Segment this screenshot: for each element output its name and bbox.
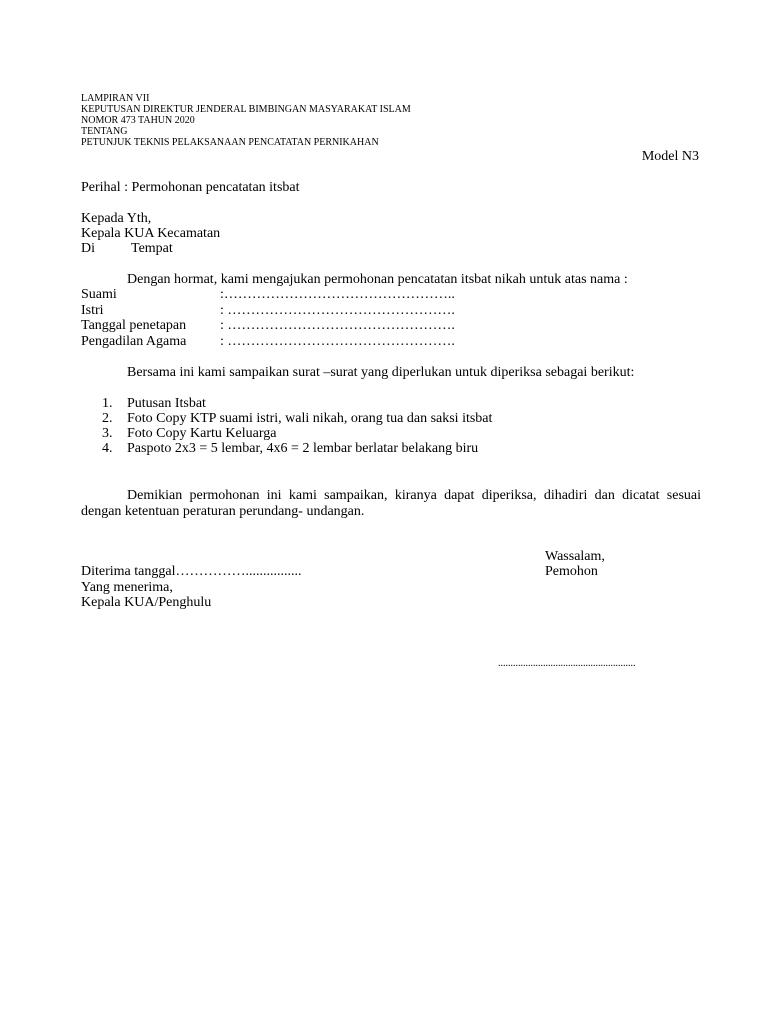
receiver-label: Yang menerima, — [81, 580, 173, 595]
model-code: Model N3 — [641, 149, 699, 164]
field-label-istri: Istri — [81, 303, 104, 318]
field-label-pengadilan-agama: Pengadilan Agama — [81, 334, 187, 349]
field-label-tanggal-penetapan: Tanggal penetapan — [81, 318, 187, 333]
decree-number: NOMOR 473 TAHUN 2020 — [81, 115, 195, 126]
list-item: Foto Copy KTP suami istri, wali nikah, orang tua dan saksi itsbat — [127, 411, 493, 426]
field-blank-tanggal-penetapan: : …………………………………………. — [220, 318, 455, 333]
decree-title: KEPUTUSAN DIREKTUR JENDERAL BIMBINGAN MASYARAKAT ISLAM — [81, 104, 411, 115]
field-blank-suami: :………………………………………….. — [220, 287, 455, 302]
appendix-label: LAMPIRAN VII — [81, 93, 150, 104]
list-item-number: 3. — [102, 426, 113, 441]
list-item: Putusan Itsbat — [127, 396, 206, 411]
closing-paragraph: Demikian permohonan ini kami sampaikan, kiranya dapat diperiksa, dihadiri dan dicatat sesuai dengan ketentuan peraturan perundang- undangan. — [81, 488, 701, 519]
receiver-title: Kepala KUA/Penghulu — [81, 595, 212, 610]
decree-about-label: TENTANG — [81, 126, 128, 137]
field-blank-istri: : …………………………………………. — [220, 303, 455, 318]
recipient-office: Kepala KUA Kecamatan — [81, 226, 221, 241]
signature-line: ....................................................... — [498, 658, 636, 669]
recipient-salutation: Kepada Yth, — [81, 211, 152, 226]
recipient-di: Di — [81, 241, 95, 256]
subject-line: Perihal : Permohonan pencatatan itsbat — [81, 180, 300, 195]
list-item-number: 2. — [102, 411, 113, 426]
opening-sentence: Dengan hormat, kami mengajukan permohonan pencatatan itsbat nikah untuk atas nama : — [127, 272, 628, 287]
applicant-label: Pemohon — [545, 564, 598, 579]
list-item-number: 4. — [102, 441, 113, 456]
received-date-field: Diterima tanggal……………................ — [81, 564, 302, 579]
list-item: Paspoto 2x3 = 5 lembar, 4x6 = 2 lembar berlatar belakang biru — [127, 441, 479, 456]
field-blank-pengadilan-agama: : …………………………………………. — [220, 334, 455, 349]
list-item: Foto Copy Kartu Keluarga — [127, 426, 277, 441]
attachments-intro: Bersama ini kami sampaikan surat –surat yang diperlukan untuk diperiksa sebagai berikut: — [127, 365, 635, 380]
recipient-place: Tempat — [131, 241, 173, 256]
closing-greeting: Wassalam, — [545, 549, 605, 564]
field-label-suami: Suami — [81, 287, 117, 302]
decree-subject: PETUNJUK TEKNIS PELAKSANAAN PENCATATAN PERNIKAHAN — [81, 137, 379, 148]
list-item-number: 1. — [102, 396, 113, 411]
